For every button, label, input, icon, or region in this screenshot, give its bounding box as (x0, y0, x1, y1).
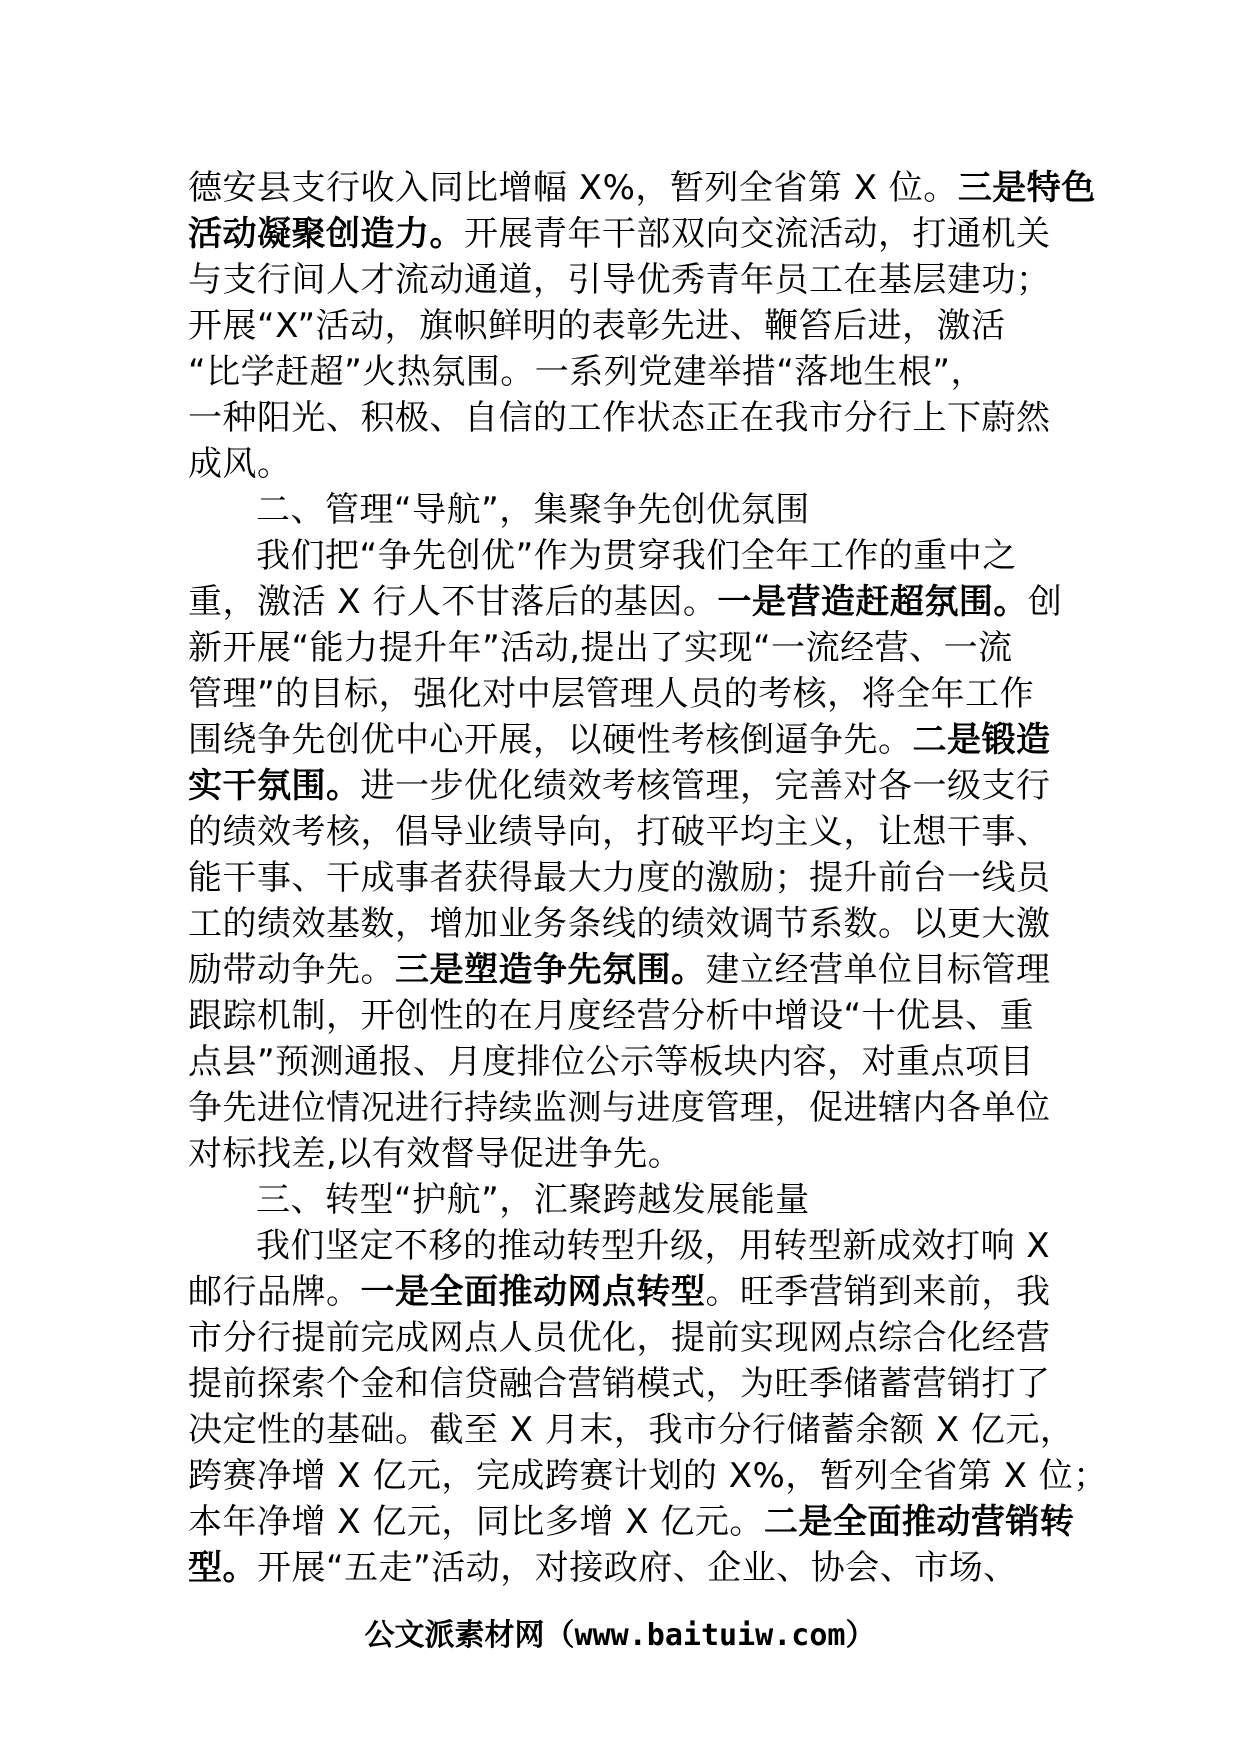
bold-text: 型。 (188, 1548, 257, 1588)
text-run: 德安县支行收入同比增幅 X%，暂列全省第 X 位。 (188, 168, 958, 208)
text-run: 跨赛净增 X 亿元，完成跨赛计划的 X%，暂列全省第 X 位； (188, 1456, 1108, 1496)
text-run: 工的绩效基数，增加业务条线的绩效调节系数。以更大激 (188, 904, 1051, 944)
text-run: 争先进位情况进行持续监测与进度管理，促进辖内各单位 (188, 1088, 1051, 1128)
text-run: 新开展“能力提升年”活动,提出了实现“一流经营、一流 (188, 628, 1013, 668)
text-run: 建立经营单位目标管理 (705, 950, 1051, 990)
text-line (188, 441, 1058, 487)
text-line (188, 993, 1058, 1039)
text-line (188, 1361, 1058, 1407)
text-line (188, 533, 1058, 579)
text-line (188, 579, 1063, 625)
bold-text: 二是全面推动营销转 (763, 1502, 1075, 1542)
text-run: 进一步优化绩效考核管理，完善对各一级支行 (360, 766, 1051, 806)
text-run: 开展青年干部双向交流活动，打通机关 (464, 214, 1051, 254)
text-line (188, 349, 1058, 395)
text-run: 市分行提前完成网点人员优化，提前实现网点综合化经营 (188, 1318, 1051, 1358)
text-line (188, 809, 1058, 855)
text-line (188, 625, 1058, 671)
text-run: 一种阳光、积极、自信的工作状态正在我市分行上下蔚然 (188, 398, 1051, 438)
text-line (188, 901, 1058, 947)
text-run: 决定性的基础。截至 X 月末，我市分行储蓄余额 X 亿元， (188, 1410, 1075, 1450)
text-run: 三、转型“护航”，汇聚跨越发展能量 (256, 1180, 810, 1220)
text-run: 本年净增 X 亿元，同比多增 X 亿元。 (188, 1502, 764, 1542)
bold-text: 一是营造赶超氛围。 (717, 582, 1028, 622)
text-line (188, 257, 1058, 303)
footer-url: www.baituiw.com (574, 1618, 846, 1653)
text-run: 管理”的目标，强化对中层管理人员的考核，将全年工作 (188, 674, 1035, 714)
text-run: 。旺季营销到来前，我 (705, 1272, 1051, 1312)
text-run: 我们把“争先创优”作为贯穿我们全年工作的重中之 (256, 536, 1017, 576)
footer-close: ） (845, 1618, 876, 1653)
bold-text: 一是全面推动网点转型 (360, 1272, 706, 1312)
text-line (188, 1453, 1108, 1499)
text-line (188, 1085, 1058, 1131)
text-run: 提前探索个金和信贷融合营销模式，为旺季储蓄营销打了 (188, 1364, 1051, 1404)
text-run: 点县”预测通报、月度排位公示等板块内容，对重点项目 (188, 1042, 1035, 1082)
text-line (188, 395, 1058, 441)
text-run: 二、管理“导航”，集聚争先创优氛围 (256, 490, 810, 530)
footer-watermark (0, 1610, 1240, 1654)
bold-text: 三是塑造争先氛围。 (395, 950, 706, 990)
text-line (188, 855, 1058, 901)
text-line (188, 303, 1058, 349)
text-line (188, 717, 1058, 763)
text-line (188, 165, 1096, 211)
text-line (188, 671, 1058, 717)
text-run: 开展“五走”活动，对接政府、企业、协会、市场、 (257, 1548, 1018, 1588)
text-run: 能干事、干成事者获得最大力度的激励；提升前台一线员 (188, 858, 1051, 898)
section-heading (188, 1177, 1058, 1223)
footer-text: 公文派素材网（ (364, 1618, 575, 1653)
section-heading (188, 487, 1058, 533)
text-line (188, 1131, 1058, 1177)
text-run: 重，激活 X 行人不甘落后的基因。 (188, 582, 718, 622)
text-line (188, 1269, 1058, 1315)
text-run: 创 (1027, 582, 1063, 622)
text-run: 与支行间人才流动通道，引导优秀青年员工在基层建功； (188, 260, 1051, 300)
text-run: 励带动争先。 (188, 950, 395, 990)
text-run: 我们坚定不移的推动转型升级，用转型新成效打响 X (256, 1226, 1051, 1266)
text-line (188, 763, 1058, 809)
text-line (188, 211, 1058, 257)
text-line (188, 1407, 1075, 1453)
text-run: “比学赶超”火热氛围。一系列党建举措“落地生根”， (188, 352, 985, 392)
bold-text: 活动凝聚创造力。 (188, 214, 464, 254)
text-run: 成风。 (188, 444, 292, 484)
bold-text: 实干氛围。 (188, 766, 361, 806)
text-line (188, 1499, 1075, 1545)
text-run: 邮行品牌。 (188, 1272, 361, 1312)
bold-text: 三是特色 (957, 168, 1096, 208)
text-line (188, 1315, 1058, 1361)
text-run: 的绩效考核，倡导业绩导向，打破平均主义，让想干事、 (188, 812, 1051, 852)
document-body (188, 165, 1108, 1591)
text-line (188, 1039, 1058, 1085)
text-run: 跟踪机制，开创性的在月度经营分析中增设“十优县、重 (188, 996, 1035, 1036)
text-line (188, 1223, 1058, 1269)
text-run: 开展“X”活动，旗帜鲜明的表彰先进、鞭笞后进，激活 (188, 306, 1006, 346)
text-line (188, 947, 1058, 993)
text-run: 围绕争先创优中心开展，以硬性考核倒逼争先。 (188, 720, 913, 760)
text-run: 对标找差,以有效督导促进争先。 (188, 1134, 683, 1174)
text-line (188, 1545, 1058, 1591)
bold-text: 二是锻造 (912, 720, 1051, 760)
